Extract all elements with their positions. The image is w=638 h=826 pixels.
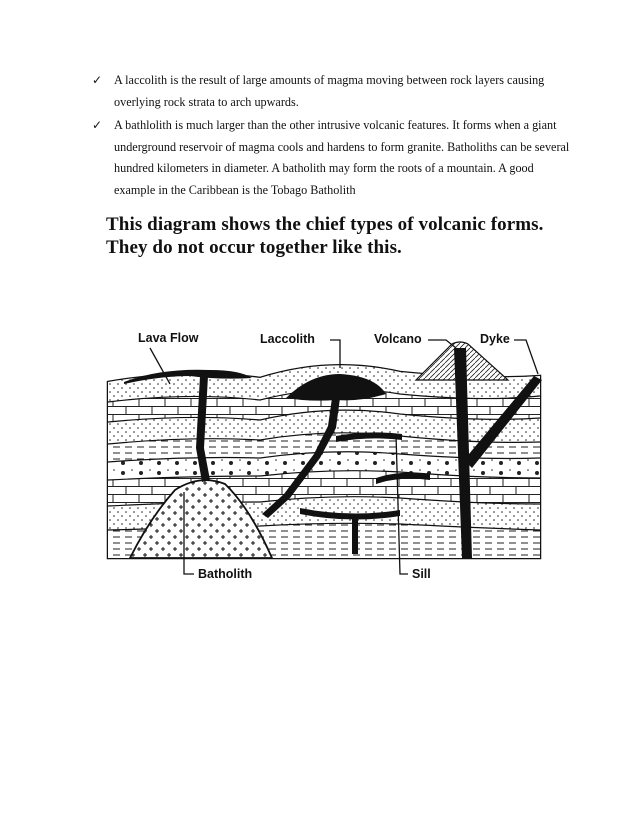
bullet-text: A laccolith is the result of large amounts of magma moving between rock layers causing overlying rock strata to arch upwards. — [114, 73, 545, 109]
label-sill: Sill — [412, 567, 431, 581]
checkmark-icon: ✓ — [92, 73, 103, 87]
checkmark-icon: ✓ — [92, 118, 103, 132]
label-laccolith: Laccolith — [260, 332, 315, 346]
label-lava-flow: Lava Flow — [138, 331, 199, 345]
label-batholith: Batholith — [198, 567, 253, 581]
label-dyke: Dyke — [480, 332, 510, 346]
volcanic-forms-diagram — [100, 318, 548, 588]
label-volcano: Volcano — [374, 332, 422, 346]
bullet-item-batholith — [92, 115, 572, 201]
bullet-item-laccolith — [92, 70, 572, 113]
bullet-list — [92, 70, 572, 203]
diagram-caption: This diagram shows the chief types of volcanic forms. They do not occur together like this. — [106, 214, 544, 258]
sill-stem — [352, 516, 358, 554]
bullet-text: A bathlolith is much larger than the other intrusive volcanic features. It forms when a giant underground reservoir of magma cools and hardens to form granite. Batholiths can be several hundred kilometers in diameter. A batholith may form the roots of a mountain. A good example in the Caribbean is the Tobago Batholith — [114, 118, 570, 197]
